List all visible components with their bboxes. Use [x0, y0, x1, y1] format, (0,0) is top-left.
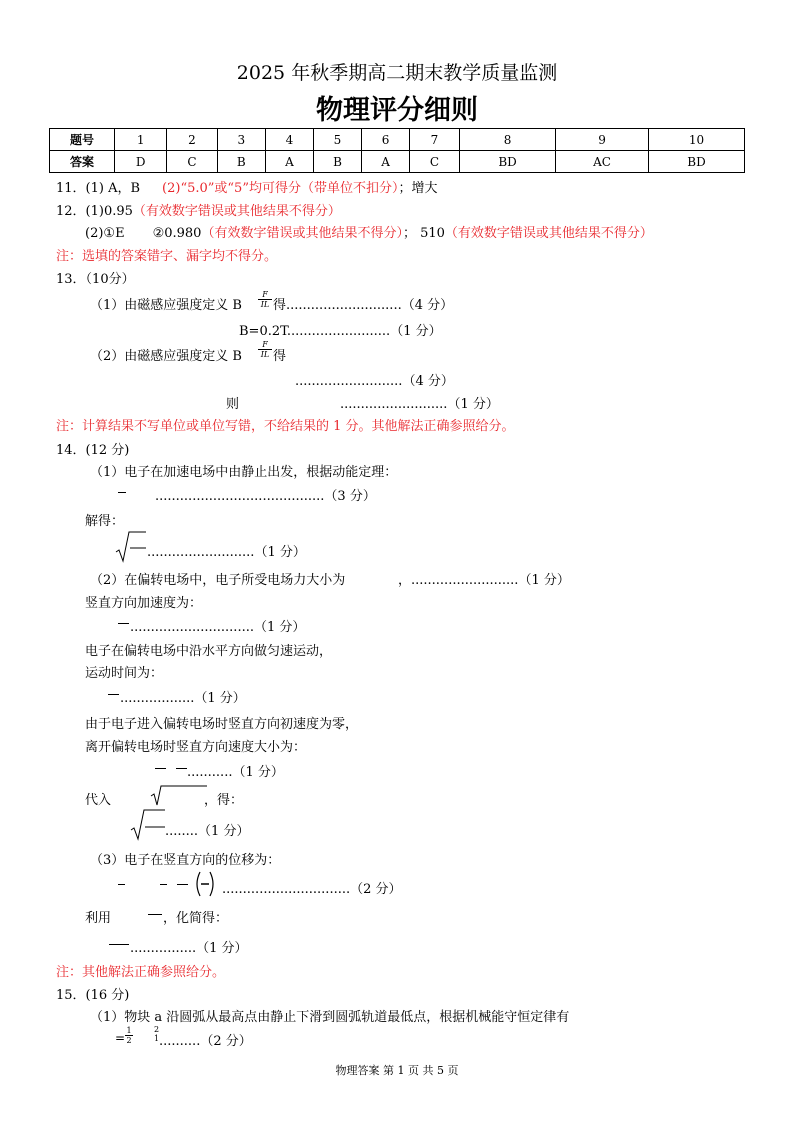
table-cell: D: [115, 151, 167, 173]
q14-line7: ..............................（1 分）: [130, 620, 306, 635]
q14-line13: ...........（1 分）: [187, 765, 284, 780]
q14-line12: 离开偏转电场时竖直方向速度大小为：: [85, 740, 307, 755]
q14-line5-score: ，..........................（1 分）: [398, 573, 570, 588]
q14-line2: .........................................（3 分）: [155, 489, 376, 504]
q12-line2: [85, 222, 653, 241]
table-cell: B: [313, 151, 361, 173]
q14-line5-lead: （2）在偏转电场中，电子所受电场力大小为: [90, 573, 346, 588]
table-cell: 9: [556, 129, 649, 151]
q13-line1: （1）由磁感应强度定义 B: [90, 298, 242, 313]
q14-line17: ...............................（2 分）: [222, 882, 402, 897]
q13-line4: ..........................（4 分）: [295, 374, 454, 389]
page-footer: 物理答案 第 1 页 共 5 页: [335, 1064, 459, 1077]
q13-line5-score: ..........................（1 分）: [340, 397, 499, 412]
square-root-symbol: [130, 808, 166, 842]
q14-line18-lead: 利用: [85, 911, 112, 926]
fraction-numerator: F: [262, 290, 268, 299]
q11-part2: (2)“5.0”或“5”均可得分（带单位不扣分）: [162, 181, 399, 196]
table-cell: C: [167, 151, 217, 173]
fraction-bar: [177, 884, 188, 885]
q12-note2: （有效数字错误或其他结果不得分）: [201, 226, 403, 241]
fraction-f-over-il: [258, 290, 272, 309]
q14-line16: （3）电子在竖直方向的位移为：: [90, 853, 281, 868]
table-cell: B: [217, 151, 265, 173]
q13-line5-lead: 则: [226, 397, 240, 412]
q14-line6: 竖直方向加速度为：: [85, 596, 203, 611]
parentheses-fraction: [193, 870, 217, 898]
fraction-numerator: F: [262, 340, 268, 349]
q15-heading: 15．(16 分): [56, 988, 130, 1003]
q13-heading: 13．（10分）: [56, 272, 135, 287]
table-cell: 10: [649, 129, 745, 151]
table-cell: 7: [409, 129, 459, 151]
q14-line14-tail: ，得：: [204, 793, 244, 808]
table-cell: A: [266, 151, 314, 173]
q14-line9: 运动时间为：: [85, 666, 164, 681]
row-label-number: 题号: [50, 129, 115, 151]
row-label-answer: 答案: [50, 151, 115, 173]
answer-table-answer-row: [50, 151, 745, 173]
q14-line1: （1）电子在加速电场中由静止出发，根据动能定理：: [90, 465, 398, 480]
q14-line19: ................（1 分）: [130, 941, 248, 956]
table-cell: 4: [266, 129, 314, 151]
q13-line3-tail: 得: [273, 349, 287, 364]
table-cell: 2: [167, 129, 217, 151]
equals-sign: =: [115, 1031, 126, 1045]
square-root-symbol: [150, 784, 208, 808]
q14-line11: 由于电子进入偏转电场时竖直方向初速度为零，: [85, 717, 359, 732]
superscript: 2: [154, 1025, 160, 1034]
table-cell: BD: [460, 151, 556, 173]
fraction-denominator: IL: [258, 349, 272, 359]
q12-note3: （有效数字错误或其他结果不得分）: [444, 226, 653, 241]
table-cell: 1: [115, 129, 167, 151]
q14-note: 注：其他解法正确参照给分。: [56, 965, 226, 980]
table-cell: A: [362, 151, 410, 173]
q12-answer1: 12．(1)0.95: [56, 204, 133, 219]
q14-line15: ........（1 分）: [165, 824, 250, 839]
q14-line14-lead: 代入: [85, 793, 112, 808]
fraction-bar: [155, 768, 166, 769]
square-root-symbol: [115, 530, 147, 564]
q12-answer2b: ②0.980: [152, 226, 202, 241]
q14-line3: 解得：: [85, 514, 125, 529]
q11-part1: 11．(1) A，B: [56, 181, 141, 196]
q12-line1: [56, 200, 341, 219]
fraction-numerator: 1: [126, 1026, 132, 1035]
q13-line1-score: 得............................（4 分）: [273, 298, 454, 313]
q14-line18-tail: ，化简得：: [163, 911, 229, 926]
fraction-bar: [109, 944, 129, 945]
fraction-bar: [118, 623, 129, 624]
fraction-one-half: [125, 1026, 133, 1045]
equation-dash: [118, 492, 126, 493]
q13-line3: （2）由磁感应强度定义 B: [90, 349, 242, 364]
fraction-bar: [108, 694, 119, 695]
q12-note1: （有效数字错误或其他结果不得分）: [132, 204, 341, 219]
equation-dash: [118, 884, 125, 885]
q14-line10: ..................（1 分）: [120, 691, 246, 706]
q13-line2: B=0.2T.........................（1 分）: [239, 324, 442, 339]
q14-line4: ..........................（1 分）: [147, 545, 306, 560]
fraction-denominator: IL: [258, 299, 272, 309]
table-cell: C: [409, 151, 459, 173]
document-title: 2025 年秋季期高二期末教学质量监测: [236, 62, 558, 84]
table-cell: 8: [460, 129, 556, 151]
q15-line2: ..........（2 分）: [159, 1034, 252, 1049]
q11-line: [56, 177, 438, 196]
table-cell: 5: [313, 129, 361, 151]
answer-table-number-row: [50, 129, 745, 151]
table-cell: 6: [362, 129, 410, 151]
fraction-bar: [176, 768, 187, 769]
q11-part3: ；增大: [398, 181, 438, 196]
q12-note: 注：选填的答案错字、漏字均不得分。: [56, 249, 278, 264]
table-cell: 3: [217, 129, 265, 151]
q13-note: 注：计算结果不写单位或单位写错，不给结果的 1 分。其他解法正确参照给分。: [56, 419, 515, 434]
answer-table: [49, 128, 745, 173]
fraction-denominator: 2: [126, 1036, 132, 1045]
fraction-f-over-il: [258, 340, 272, 359]
q14-heading: 14．(12 分): [56, 443, 130, 458]
q12-answer2c: ； 510: [402, 226, 445, 241]
document-subtitle: 物理评分细则: [316, 95, 478, 126]
table-cell: BD: [649, 151, 745, 173]
fraction-bar: [148, 914, 162, 915]
subscript: 1: [154, 1034, 160, 1043]
q15-line1: （1）物块 a 沿圆弧从最高点由静止下滑到圆弧轨道最低点，根据机械能守恒定律有: [90, 1010, 570, 1025]
q12-answer2a: (2)①E: [85, 226, 125, 241]
equation-dash: [160, 884, 167, 885]
q14-line8: 电子在偏转电场中沿水平方向做匀速运动，: [85, 644, 333, 659]
table-cell: AC: [556, 151, 649, 173]
